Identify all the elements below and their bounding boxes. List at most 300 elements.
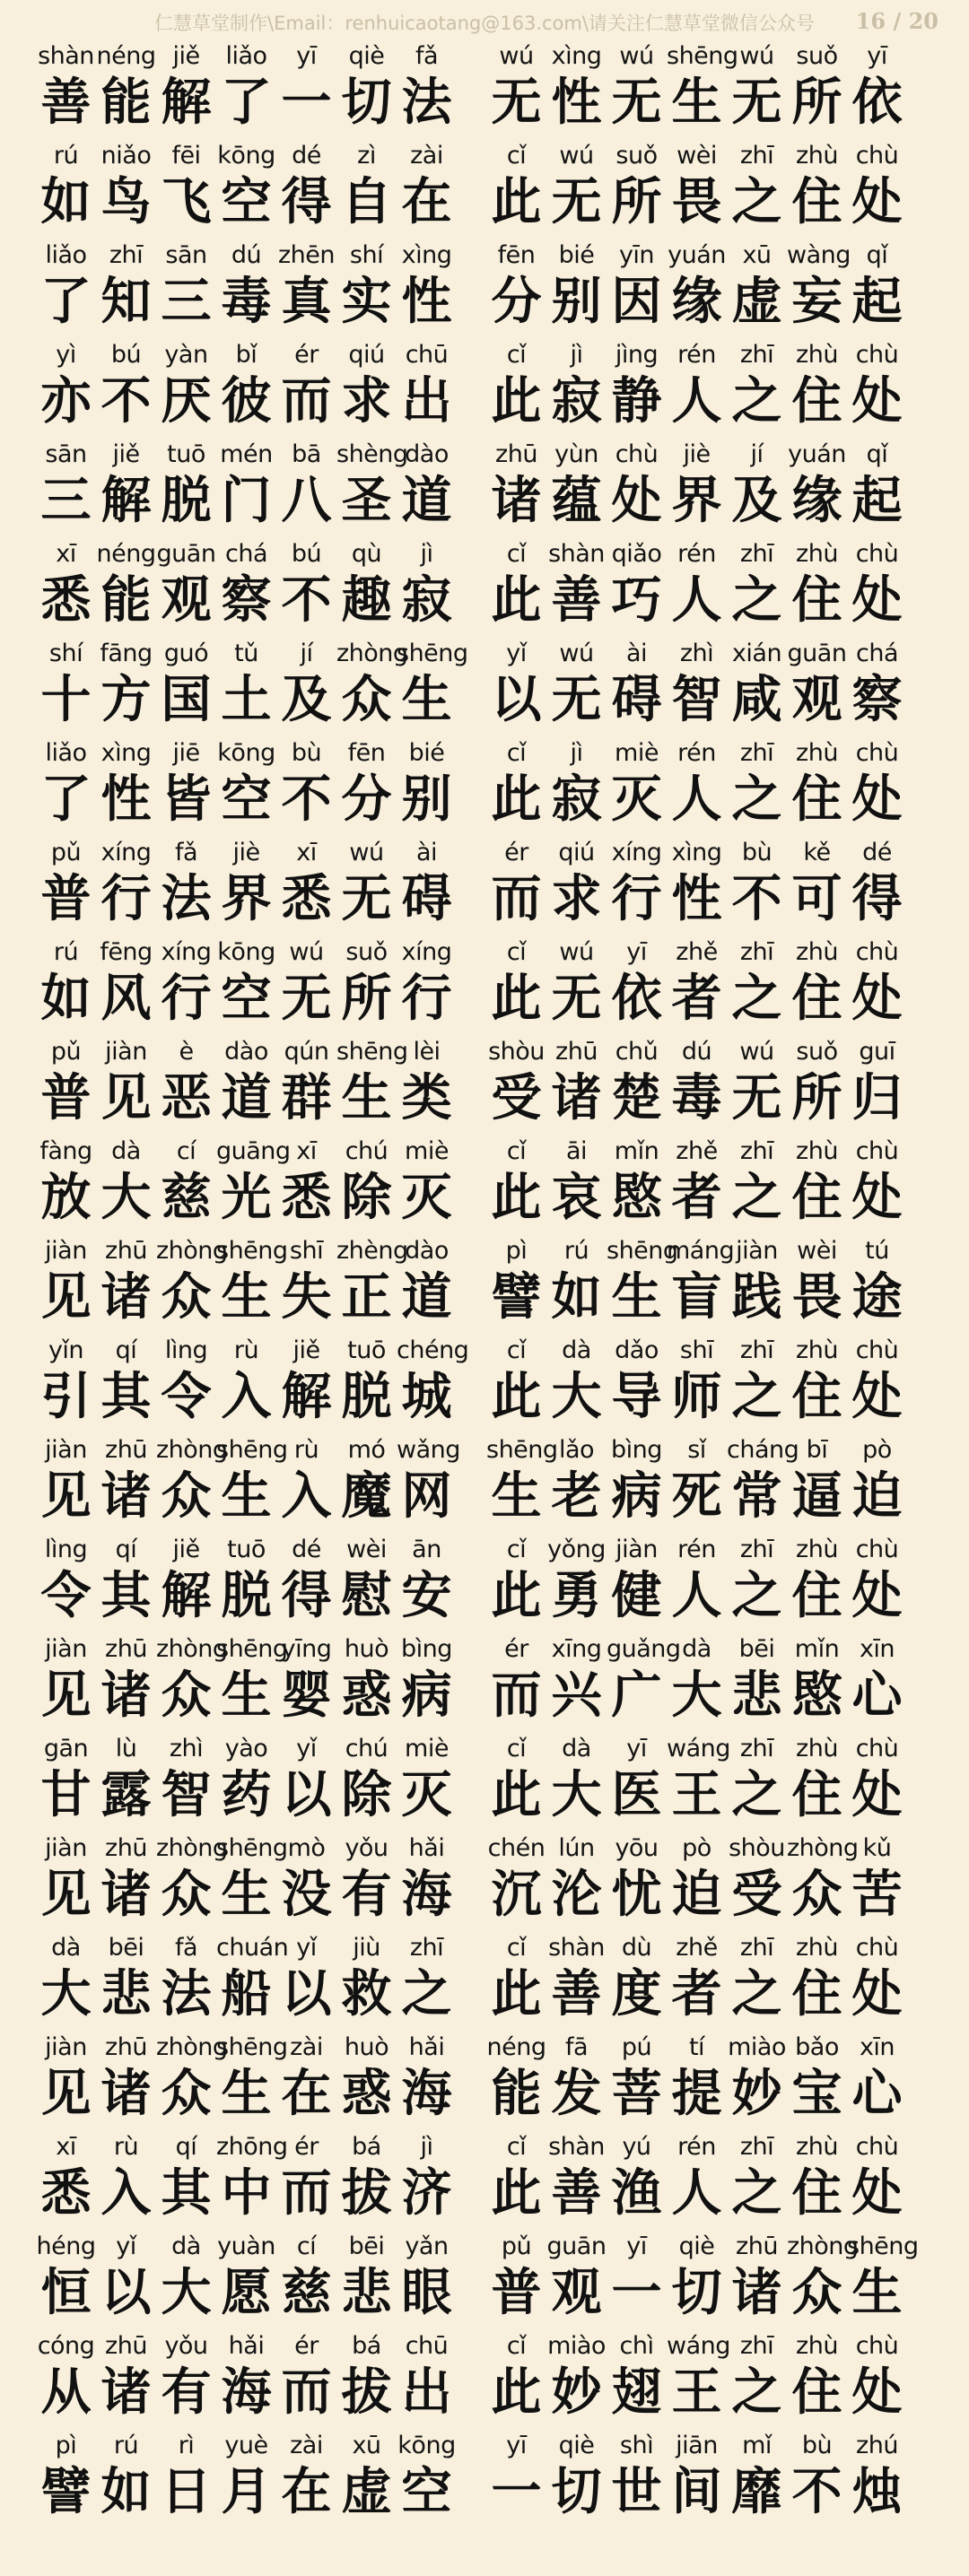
hanzi-character: 病 — [401, 1667, 452, 1725]
hanzi-character: 群 — [281, 1069, 332, 1127]
hanzi-character: 此 — [491, 2363, 542, 2422]
syllable — [847, 2032, 907, 2132]
pinyin-text: shàn — [548, 540, 605, 568]
hanzi-character: 忧 — [611, 1866, 662, 1924]
hanzi-character: 法 — [161, 1965, 212, 2023]
hanzi-character: 缘 — [671, 273, 722, 331]
pinyin-text: cí — [296, 2232, 317, 2260]
syllable — [96, 1634, 156, 1734]
syllable — [336, 1435, 397, 1535]
syllable — [546, 937, 607, 1037]
hanzi-character: 皆 — [161, 770, 212, 829]
hanzi-character: 放 — [40, 1169, 92, 1227]
hanzi-character: 普 — [40, 870, 92, 928]
syllable — [36, 838, 96, 937]
hanzi-character: 能 — [491, 2065, 542, 2123]
hanzi-character: 方 — [100, 671, 152, 729]
hanzi-character: 能 — [100, 571, 152, 630]
hanzi-character: 有 — [161, 2363, 212, 2422]
hanzi-character: 人 — [671, 2164, 722, 2223]
hanzi-character: 月 — [221, 2463, 272, 2521]
pinyin-text: shòu — [729, 1834, 785, 1862]
pinyin-text: yùn — [554, 440, 598, 468]
syllable — [156, 2331, 216, 2431]
pinyin-text: bǎo — [795, 2033, 839, 2061]
syllable — [96, 937, 156, 1037]
pinyin-text: ān — [412, 1536, 441, 1563]
verse-line-left — [36, 1734, 458, 1833]
hanzi-character: 善 — [551, 1965, 602, 2023]
hanzi-character: 畏 — [791, 1268, 842, 1327]
syllable — [546, 639, 607, 738]
pinyin-text: jiàn — [45, 1237, 87, 1265]
pinyin-text: xìng — [671, 839, 722, 866]
hanzi-character: 毒 — [671, 1069, 722, 1127]
syllable — [156, 2032, 228, 2132]
pinyin-text: jiě — [112, 440, 140, 468]
syllable — [96, 141, 156, 240]
syllable — [336, 1634, 397, 1734]
syllable — [96, 240, 156, 340]
pinyin-text: zhòng — [156, 1834, 228, 1862]
verse-line-right — [486, 539, 926, 639]
hanzi-character: 海 — [221, 2363, 272, 2422]
syllable — [216, 1136, 291, 1236]
pinyin-text: bù — [741, 839, 773, 866]
syllable — [787, 2331, 847, 2431]
syllable — [36, 1136, 96, 1236]
verse-row — [0, 1236, 969, 1336]
verse-line-left — [36, 439, 458, 539]
syllable — [727, 141, 787, 240]
hanzi-character: 此 — [491, 173, 542, 231]
pinyin-text: niǎo — [100, 142, 152, 170]
syllable — [276, 141, 336, 240]
hanzi-character: 此 — [491, 2164, 542, 2223]
pinyin-text: cí — [176, 1137, 196, 1165]
pinyin-text: hǎi — [408, 1834, 445, 1862]
syllable — [607, 141, 667, 240]
pinyin-text: miè — [615, 739, 659, 767]
syllable — [336, 1336, 397, 1435]
hanzi-character: 导 — [611, 1368, 662, 1426]
syllable — [486, 1037, 546, 1136]
verse-line-right — [486, 2032, 926, 2132]
verse-line-left — [36, 1833, 458, 1933]
hanzi-character: 受 — [491, 1069, 542, 1127]
hanzi-character: 不 — [731, 870, 782, 928]
syllable — [397, 439, 457, 539]
syllable — [667, 439, 727, 539]
verse-row — [0, 2431, 969, 2530]
syllable — [36, 439, 96, 539]
hanzi-character: 沉 — [491, 1866, 542, 1924]
verse-line-left — [36, 141, 458, 240]
pinyin-text: bié — [558, 241, 595, 269]
syllable — [486, 1933, 546, 2032]
verse-row — [0, 1336, 969, 1435]
syllable — [336, 439, 408, 539]
pinyin-text: wú — [619, 42, 654, 70]
pinyin-text: cǐ — [506, 142, 527, 170]
syllable — [667, 141, 727, 240]
syllable — [847, 439, 907, 539]
pinyin-text: zhù — [796, 341, 838, 369]
hanzi-character: 大 — [161, 2264, 212, 2322]
syllable — [667, 1933, 727, 2032]
hanzi-character: 众 — [341, 671, 392, 729]
hanzi-character: 真 — [281, 273, 332, 331]
syllable — [486, 2232, 546, 2331]
hanzi-character: 慈 — [281, 2264, 332, 2322]
syllable — [787, 141, 847, 240]
syllable — [336, 1833, 397, 1933]
hanzi-character: 得 — [281, 1567, 332, 1625]
pinyin-text: mǐn — [614, 1137, 659, 1165]
syllable — [727, 2032, 787, 2132]
pinyin-text: qǐ — [866, 440, 888, 468]
pinyin-text: rù — [113, 2133, 139, 2161]
pinyin-text: chū — [405, 341, 449, 369]
pinyin-text: jiě — [172, 42, 200, 70]
hanzi-character: 求 — [341, 372, 392, 431]
syllable — [667, 838, 727, 937]
pinyin-text: chú — [345, 1735, 388, 1762]
pinyin-text: bēi — [738, 1635, 775, 1663]
syllable — [546, 1833, 607, 1933]
hanzi-character: 飞 — [161, 173, 212, 231]
syllable — [607, 937, 667, 1037]
hanzi-character: 此 — [491, 1965, 542, 2023]
pinyin-text: jiè — [683, 440, 711, 468]
hanzi-character: 妄 — [791, 273, 842, 331]
pinyin-text: néng — [486, 2033, 546, 2061]
syllable — [847, 41, 907, 141]
hanzi-character: 之 — [731, 2363, 782, 2422]
hanzi-character: 所 — [791, 1069, 842, 1127]
pinyin-text: shēng — [336, 1038, 408, 1066]
verse-line-left — [36, 2132, 458, 2232]
hanzi-character: 恶 — [161, 1069, 212, 1127]
pinyin-text: yōu — [615, 1834, 659, 1862]
pinyin-text: miào — [728, 2033, 786, 2061]
hanzi-character: 善 — [551, 2164, 602, 2223]
hanzi-character: 道 — [401, 472, 452, 530]
pinyin-text: è — [179, 1038, 194, 1066]
hanzi-character: 令 — [161, 1368, 212, 1426]
pinyin-text: cǐ — [506, 1536, 527, 1563]
hanzi-character: 处 — [851, 1169, 903, 1227]
hanzi-character: 生 — [221, 2065, 272, 2123]
pinyin-text: lún — [558, 1834, 595, 1862]
syllable — [546, 1933, 607, 2032]
syllable — [397, 41, 457, 141]
hanzi-character: 无 — [551, 671, 602, 729]
syllable — [546, 1136, 607, 1236]
pinyin-text: qiǎo — [611, 540, 662, 568]
syllable — [486, 1435, 558, 1535]
syllable — [397, 2132, 457, 2232]
syllable — [667, 2032, 727, 2132]
pinyin-text: rú — [563, 1237, 589, 1265]
pinyin-text: mǐ — [742, 2432, 772, 2459]
syllable — [486, 838, 546, 937]
hanzi-character: 病 — [611, 1467, 662, 1526]
pinyin-text: yú — [622, 2133, 651, 2161]
syllable — [156, 2431, 216, 2530]
pinyin-text: zhòng — [787, 2232, 859, 2260]
verse-line-left — [36, 1933, 458, 2032]
pinyin-text: zhòng — [787, 1834, 859, 1862]
syllable — [96, 738, 156, 838]
syllable — [847, 141, 907, 240]
syllable — [96, 1336, 156, 1435]
verse-line-left — [36, 838, 458, 937]
pinyin-text: lǎo — [558, 1436, 595, 1464]
pinyin-text: xī — [296, 1137, 317, 1165]
hanzi-character: 无 — [551, 173, 602, 231]
verse-line-left — [36, 2232, 458, 2331]
syllable — [397, 1136, 457, 1236]
syllable — [607, 1833, 667, 1933]
pinyin-text: chù — [615, 440, 659, 468]
hanzi-character: 处 — [851, 770, 903, 829]
hanzi-character: 露 — [100, 1766, 152, 1824]
hanzi-character: 正 — [341, 1268, 392, 1327]
syllable — [847, 1037, 907, 1136]
syllable — [96, 2331, 156, 2431]
hanzi-character: 而 — [281, 2164, 332, 2223]
hanzi-character: 十 — [40, 671, 92, 729]
hanzi-character: 生 — [341, 1069, 392, 1127]
syllable — [397, 1236, 457, 1336]
pinyin-text: pò — [862, 1436, 892, 1464]
syllable — [36, 2431, 96, 2530]
pinyin-text: lìng — [44, 1536, 88, 1563]
hanzi-character: 生 — [851, 2264, 903, 2322]
syllable — [546, 838, 607, 937]
hanzi-character: 令 — [40, 1567, 92, 1625]
hanzi-character: 行 — [611, 870, 662, 928]
pinyin-text: máng — [667, 1237, 735, 1265]
hanzi-character: 处 — [851, 571, 903, 630]
hanzi-character: 鸟 — [100, 173, 152, 231]
syllable — [607, 1933, 667, 2032]
pinyin-text: jiàn — [45, 1834, 87, 1862]
syllable — [486, 439, 546, 539]
syllable — [216, 240, 276, 340]
hanzi-character: 人 — [671, 1567, 722, 1625]
syllable — [847, 240, 907, 340]
pinyin-text: jiě — [292, 1336, 320, 1364]
pinyin-text: yàn — [164, 341, 208, 369]
pinyin-text: chù — [855, 1536, 899, 1563]
syllable — [667, 937, 727, 1037]
syllable — [336, 1933, 397, 2032]
hanzi-character: 切 — [341, 74, 392, 132]
hanzi-character: 者 — [671, 970, 722, 1028]
hanzi-character: 入 — [100, 2164, 152, 2223]
hanzi-character: 济 — [401, 2164, 452, 2223]
hanzi-character: 住 — [791, 1169, 842, 1227]
hanzi-character: 此 — [491, 571, 542, 630]
hanzi-character: 悲 — [341, 2264, 392, 2322]
pinyin-text: wú — [289, 938, 324, 966]
verse-row — [0, 1136, 969, 1236]
verse-row — [0, 340, 969, 439]
syllable — [727, 41, 787, 141]
hanzi-character: 性 — [401, 273, 452, 331]
verse-line-left — [36, 1435, 458, 1535]
hanzi-character: 师 — [671, 1368, 722, 1426]
syllable — [36, 1236, 96, 1336]
hanzi-character: 靡 — [731, 2463, 782, 2521]
hanzi-character: 譬 — [40, 2463, 92, 2521]
pinyin-text: chū — [405, 2332, 449, 2360]
pinyin-text: pì — [55, 2432, 77, 2459]
pinyin-text: zhī — [739, 739, 774, 767]
hanzi-character: 诸 — [100, 1467, 152, 1526]
pinyin-text: wú — [739, 1038, 774, 1066]
hanzi-character: 除 — [341, 1766, 392, 1824]
verse-line-right — [486, 1933, 926, 2032]
syllable — [96, 2032, 156, 2132]
hanzi-character: 可 — [791, 870, 842, 928]
syllable — [216, 439, 276, 539]
pinyin-text: hǎi — [228, 2332, 265, 2360]
hanzi-character: 日 — [161, 2463, 212, 2521]
syllable — [667, 1833, 727, 1933]
syllable — [336, 2232, 397, 2331]
hanzi-character: 大 — [551, 1766, 602, 1824]
pinyin-text: dé — [292, 1536, 321, 1563]
syllable — [96, 439, 156, 539]
syllable — [156, 1435, 228, 1535]
hanzi-character: 众 — [791, 1866, 842, 1924]
hanzi-character: 度 — [611, 1965, 662, 2023]
pinyin-text: shàn — [38, 42, 94, 70]
hanzi-character: 人 — [671, 372, 722, 431]
pinyin-text: dà — [111, 1137, 141, 1165]
syllable — [397, 340, 457, 439]
syllable — [787, 1236, 847, 1336]
hanzi-character: 救 — [341, 1965, 392, 2023]
hanzi-character: 死 — [671, 1467, 722, 1526]
pinyin-text: fǎ — [415, 42, 439, 70]
pinyin-text: jiàn — [615, 1536, 658, 1563]
verse-line-right — [486, 240, 926, 340]
syllable — [787, 2032, 847, 2132]
hanzi-character: 无 — [611, 74, 662, 132]
syllable — [486, 2331, 546, 2431]
hanzi-character: 见 — [40, 1667, 92, 1725]
syllable — [787, 738, 847, 838]
pinyin-text: guān — [156, 540, 216, 568]
syllable — [787, 1136, 847, 1236]
syllable — [667, 1535, 727, 1634]
pinyin-text: wáng — [667, 2332, 730, 2360]
pinyin-text: zhù — [796, 2332, 838, 2360]
syllable — [96, 41, 156, 141]
hanzi-character: 其 — [100, 1567, 152, 1625]
pinyin-text: dà — [51, 1934, 81, 1962]
syllable — [727, 1435, 799, 1535]
verse-line-right — [486, 41, 926, 141]
verse-line-left — [36, 2431, 458, 2530]
pinyin-text: xū — [742, 241, 772, 269]
syllable — [847, 1236, 907, 1336]
hanzi-character: 所 — [341, 970, 392, 1028]
hanzi-character: 悲 — [731, 1667, 782, 1725]
pinyin-text: tuō — [227, 1536, 266, 1563]
pinyin-text: yuán — [668, 241, 726, 269]
syllable — [787, 639, 847, 738]
syllable — [787, 1535, 847, 1634]
syllable — [546, 41, 607, 141]
pinyin-text: guǎng — [607, 1635, 681, 1663]
hanzi-character: 住 — [791, 571, 842, 630]
pinyin-text: jiè — [232, 839, 260, 866]
pinyin-text: jìng — [615, 341, 659, 369]
syllable — [847, 340, 907, 439]
hanzi-character: 之 — [731, 970, 782, 1028]
syllable — [36, 1336, 96, 1435]
pinyin-text: ài — [415, 839, 438, 866]
pinyin-text: yǐ — [296, 1934, 317, 1962]
syllable — [607, 2431, 667, 2530]
hanzi-character: 网 — [401, 1467, 452, 1526]
pinyin-text: tí — [688, 2033, 705, 2061]
hanzi-character: 住 — [791, 1368, 842, 1426]
pinyin-text: yuè — [224, 2432, 268, 2459]
syllable — [727, 2132, 787, 2232]
pinyin-text: rú — [53, 142, 79, 170]
syllable — [216, 1037, 276, 1136]
pinyin-text: pǔ — [50, 839, 82, 866]
hanzi-character: 心 — [851, 2065, 903, 2123]
hanzi-character: 处 — [851, 372, 903, 431]
verse-row — [0, 1734, 969, 1833]
pinyin-text: guān — [546, 2232, 607, 2260]
syllable — [156, 1535, 216, 1634]
syllable — [36, 141, 96, 240]
verse-row — [0, 1535, 969, 1634]
syllable — [607, 539, 667, 639]
syllable — [276, 1933, 336, 2032]
hanzi-character: 智 — [671, 671, 722, 729]
hanzi-character: 出 — [401, 372, 452, 431]
hanzi-character: 住 — [791, 1965, 842, 2023]
syllable — [216, 1336, 276, 1435]
hanzi-character: 除 — [341, 1169, 392, 1227]
hanzi-character: 老 — [551, 1467, 602, 1526]
pinyin-text: yǒu — [345, 1834, 388, 1862]
hanzi-character: 见 — [40, 2065, 92, 2123]
hanzi-character: 之 — [731, 571, 782, 630]
pinyin-text: jì — [570, 341, 583, 369]
verse-line-right — [486, 1634, 926, 1734]
pinyin-text: wú — [739, 42, 774, 70]
syllable — [546, 1435, 607, 1535]
pinyin-text: zhū — [555, 1038, 598, 1066]
syllable — [607, 1435, 667, 1535]
pinyin-text: yǐ — [116, 2232, 136, 2260]
hanzi-character: 在 — [281, 2065, 332, 2123]
verse-row — [0, 240, 969, 340]
hanzi-character: 渔 — [611, 2164, 662, 2223]
syllable — [486, 240, 546, 340]
hanzi-character: 者 — [671, 1965, 722, 2023]
